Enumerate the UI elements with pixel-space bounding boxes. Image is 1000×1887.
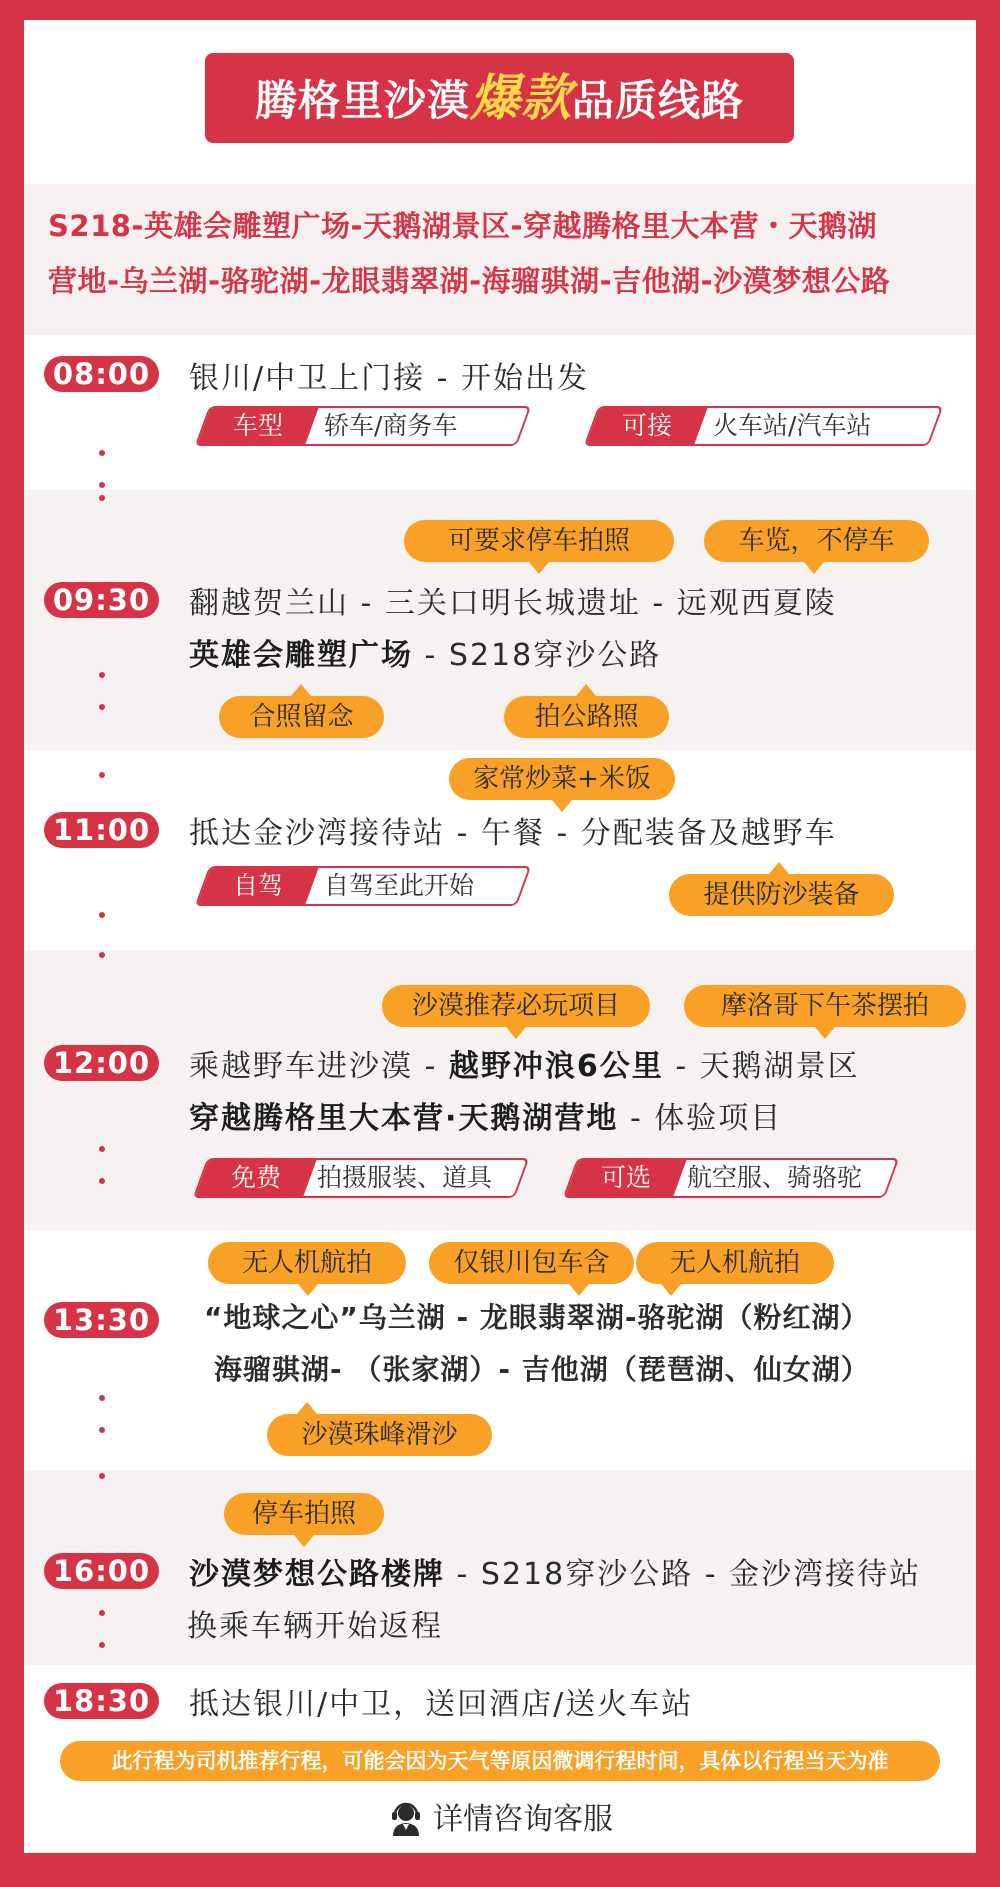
note-bubble: 停车拍照 xyxy=(224,1493,384,1535)
title-highlight: 爆款 xyxy=(470,68,572,127)
itinerary-card xyxy=(24,20,976,1853)
timeline-dots xyxy=(99,1146,105,1210)
tag-value: 航空服、骑骆驼 xyxy=(687,1163,863,1192)
note-bubble: 沙漠推荐必玩项目 xyxy=(382,985,650,1027)
section-1100 xyxy=(24,750,976,950)
time-badge: 13:30 xyxy=(44,1302,159,1338)
step-bold: 穿越腾格里大本营·天鹅湖营地 xyxy=(189,1101,619,1136)
step-text-2 xyxy=(189,630,661,674)
step-text: 抵达银川/中卫，送回酒店/送火车站 xyxy=(189,1687,694,1722)
contact-label: 详情咨询客服 xyxy=(433,1802,613,1837)
step-part: - 天鹅湖景区 xyxy=(663,1049,860,1084)
timeline-dots xyxy=(99,1395,105,1459)
time-badge: 16:00 xyxy=(44,1553,159,1589)
note-bubble: 沙漠珠峰滑沙 xyxy=(267,1414,492,1456)
tag-key: 可接 xyxy=(621,411,672,440)
route-summary xyxy=(24,184,976,335)
note-bubble: 仅银川包车含 xyxy=(429,1242,634,1284)
step-bold: 英雄会雕塑广场 xyxy=(189,638,413,673)
customer-service-icon xyxy=(387,1799,425,1837)
time-badge: 08:00 xyxy=(44,356,159,392)
timeline-dots xyxy=(99,952,105,984)
time-badge: 12:00 xyxy=(44,1045,159,1081)
note-bubble: 提供防沙装备 xyxy=(669,874,894,916)
note-bubble: 车览，不停车 xyxy=(704,520,929,562)
step-text: “地球之心”乌兰湖 - 龙眼翡翠湖-骆驼湖（粉红湖） xyxy=(204,1301,870,1334)
tag-optional xyxy=(563,1158,900,1198)
tag-key: 可选 xyxy=(600,1163,651,1192)
step-bold: 沙漠梦想公路楼牌 xyxy=(189,1557,445,1592)
tag-self-drive xyxy=(195,866,532,906)
tag-value: 火车站/汽车站 xyxy=(713,411,872,440)
note-bubble: 家常炒菜+米饭 xyxy=(449,758,675,800)
note-bubble: 拍公路照 xyxy=(504,696,669,738)
title-suffix: 品质线路 xyxy=(572,76,745,125)
title-prefix: 腾格里沙漠 xyxy=(254,76,470,125)
step-text-2: 换乘车辆开始返程 xyxy=(187,1609,443,1644)
time-badge: 09:30 xyxy=(44,582,159,618)
step-bold: 越野冲浪6公里 xyxy=(448,1049,664,1084)
time-badge: 11:00 xyxy=(44,812,159,848)
tag-free xyxy=(193,1158,530,1198)
step-rest: - S218穿沙公路 - 金沙湾接待站 xyxy=(445,1557,922,1592)
disclaimer-notice: 此行程为司机推荐行程，可能会因为天气等原因微调行程时间，具体以行程当天为准 xyxy=(60,1741,940,1781)
tag-value: 拍摄服装、道具 xyxy=(317,1163,493,1192)
step-text-2: 海骝骐湖- （张家湖）- 吉他湖（琵琶湖、仙女湖） xyxy=(214,1353,870,1386)
step-text xyxy=(189,1549,921,1593)
tag-pickup xyxy=(584,406,944,446)
step-text: 抵达金沙湾接待站 - 午餐 - 分配装备及越野车 xyxy=(189,816,837,851)
tag-vehicle-type xyxy=(195,406,532,446)
section-1330 xyxy=(24,1230,976,1470)
time-badge: 18:30 xyxy=(44,1683,159,1719)
route-line-2: 营地-乌兰湖-骆驼湖-龙眼翡翠湖-海骝骐湖-吉他湖-沙漠梦想公路 xyxy=(48,264,891,298)
note-bubble: 合照留念 xyxy=(219,696,384,738)
timeline-dots xyxy=(99,495,105,527)
note-bubble: 摩洛哥下午茶摆拍 xyxy=(684,985,966,1027)
note-bubble: 无人机航拍 xyxy=(208,1242,406,1284)
tag-value: 轿车/商务车 xyxy=(324,411,458,440)
step-rest: - 体验项目 xyxy=(618,1101,783,1136)
tag-key: 自驾 xyxy=(232,871,283,900)
section-1200 xyxy=(24,950,976,1230)
section-1600 xyxy=(24,1470,976,1665)
timeline-dots xyxy=(99,1473,105,1505)
step-text: 翻越贺兰山 - 三关口明长城遗址 - 远观西夏陵 xyxy=(189,586,837,621)
section-0930 xyxy=(24,490,976,750)
section-0800 xyxy=(24,335,976,490)
tag-value: 自驾至此开始 xyxy=(324,871,475,900)
page-title xyxy=(205,53,794,143)
step-rest: - S218穿沙公路 xyxy=(413,638,662,673)
step-part: 乘越野车进沙漠 - xyxy=(189,1049,449,1084)
timeline-dots xyxy=(99,772,105,804)
tag-key: 车型 xyxy=(232,411,283,440)
note-bubble: 可要求停车拍照 xyxy=(404,520,674,562)
timeline-dots xyxy=(99,912,105,944)
contact-customer-service[interactable] xyxy=(24,1795,976,1845)
step-text xyxy=(189,1041,860,1085)
note-bubble: 无人机航拍 xyxy=(636,1242,834,1284)
tag-key: 免费 xyxy=(230,1163,281,1192)
step-text-2 xyxy=(189,1093,782,1137)
route-line-1: S218-英雄会雕塑广场-天鹅湖景区-穿越腾格里大本营・天鹅湖 xyxy=(48,209,878,243)
step-text: 银川/中卫上门接 - 开始出发 xyxy=(189,361,590,396)
timeline-dots xyxy=(99,672,105,736)
